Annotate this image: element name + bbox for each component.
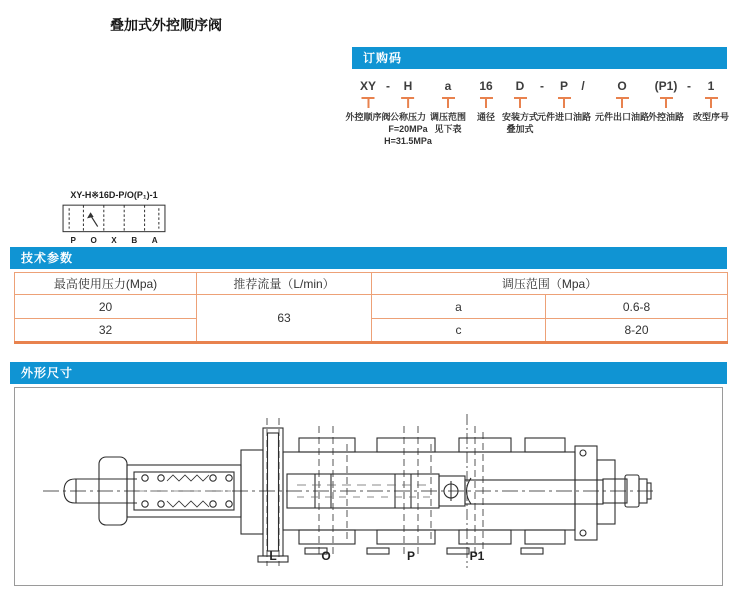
tech-params-section-header (10, 247, 727, 269)
tech-params-header-label: 技术参数 (21, 251, 74, 265)
code-value: D (515, 79, 525, 93)
valve-symbol-diagram (61, 202, 167, 245)
code-value: 16 (479, 79, 493, 93)
code-segment-o (595, 79, 649, 123)
code-label: 元件进口油路 (536, 112, 592, 122)
symbol-port-x: X (111, 235, 117, 245)
code-label: 元件出口油路 (594, 112, 650, 122)
cell-grade-c: c (372, 319, 546, 343)
port-label-p1: P1 (469, 549, 485, 563)
page-title: 叠加式外控顺序阀 (110, 17, 222, 33)
symbol-port-p: P (70, 235, 76, 245)
code-label: 调压范围 (429, 112, 467, 122)
code-segment-d (502, 79, 538, 135)
code-separator (687, 79, 691, 95)
code-value: 1 (707, 79, 715, 93)
code-label: 外控顺序阀 (345, 112, 391, 122)
code-value: - (540, 79, 544, 93)
tick-connector (430, 97, 466, 110)
code-value: a (444, 79, 452, 93)
code-segment-16 (477, 79, 495, 123)
tick-connector (595, 97, 649, 110)
col-header-range: 调压范围（Mpa） (372, 273, 728, 295)
tick-connector (693, 97, 729, 110)
order-code-header-label: 订购码 (363, 51, 403, 65)
valve-symbol (58, 190, 170, 245)
cell-pressure-20: 20 (15, 295, 197, 319)
code-value: XY (359, 79, 377, 93)
code-label: 公称压力 (389, 112, 426, 122)
code-segment-h (384, 79, 432, 147)
code-label: 外控油路 (647, 112, 685, 122)
code-sublabel: F=20MPa (388, 124, 428, 134)
code-value: - (687, 79, 691, 93)
code-segment-1 (693, 79, 729, 123)
code-sublabel: 叠加式 (506, 124, 534, 134)
valve-cross-section-drawing (15, 388, 724, 587)
valve-symbol-title: XY-H※16D-P/O(P₁)-1 (70, 190, 158, 200)
code-value: / (581, 79, 585, 93)
dimensions-header-label: 外形尺寸 (21, 366, 74, 380)
code-segment-a (430, 79, 466, 135)
tech-params-table (14, 272, 728, 344)
dimension-drawing-box (14, 387, 723, 586)
code-label: 改型序号 (692, 112, 730, 122)
code-sublabel: 见下表 (434, 124, 462, 134)
symbol-port-o: O (90, 235, 97, 245)
order-code-row (0, 79, 736, 159)
cell-range-c: 8-20 (546, 319, 728, 343)
order-code-section-header (352, 47, 727, 69)
code-segment-p1 (648, 79, 684, 123)
code-separator-slash (581, 79, 584, 95)
code-label: 通径 (476, 112, 496, 122)
tick-connector (384, 97, 432, 110)
tick-connector (502, 97, 538, 110)
code-value: H (403, 79, 413, 93)
code-label: 安装方式 (501, 112, 539, 122)
table-row (15, 319, 728, 343)
dimensions-section-header (10, 362, 727, 384)
col-header-flow: 推荐流量（L/min） (197, 273, 372, 295)
port-label-l: L (269, 549, 277, 563)
code-value: - (386, 79, 390, 93)
symbol-port-a: A (151, 235, 158, 245)
code-value: P (559, 79, 569, 93)
tick-connector (477, 97, 495, 110)
tick-connector (537, 97, 591, 110)
port-label-p: P (406, 549, 416, 563)
col-header-max-pressure: 最高使用压力(Mpa) (15, 273, 197, 295)
cell-range-a: 0.6-8 (546, 295, 728, 319)
cell-grade-a: a (372, 295, 546, 319)
cell-flow-63: 63 (197, 295, 372, 343)
table-header-row (15, 273, 728, 295)
code-value: O (617, 79, 627, 93)
table-row (15, 295, 728, 319)
code-sublabel: H=31.5MPa (384, 136, 432, 146)
port-label-o: O (321, 549, 331, 563)
code-value: (P1) (654, 79, 678, 93)
tick-connector (648, 97, 684, 110)
cell-pressure-32: 32 (15, 319, 197, 343)
symbol-port-b: B (131, 235, 138, 245)
